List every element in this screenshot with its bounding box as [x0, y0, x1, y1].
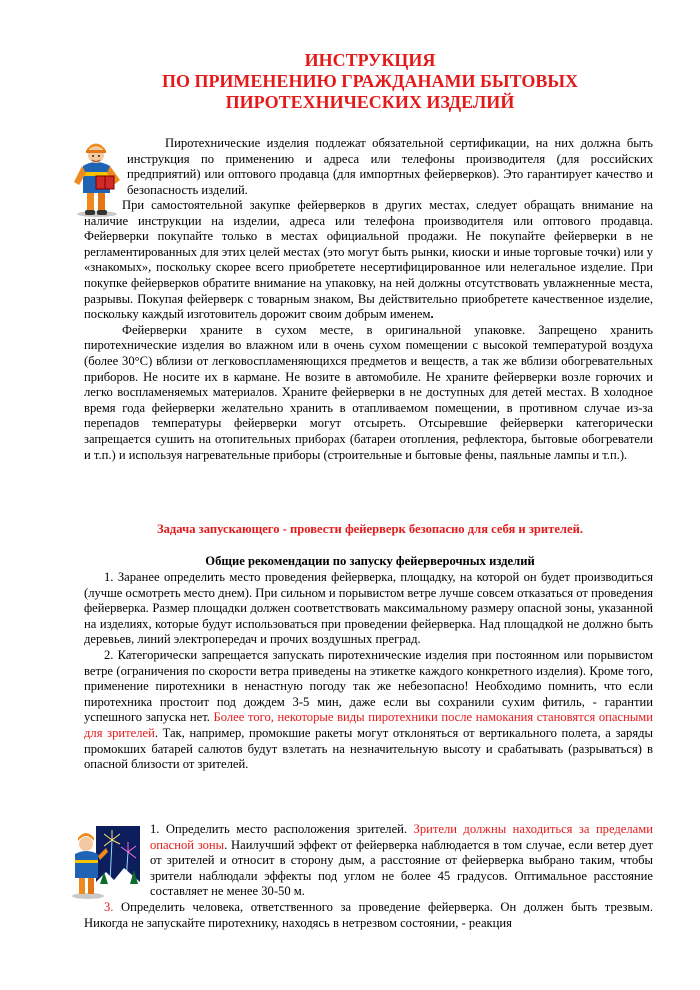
recommendations-list: [84, 570, 653, 773]
recommendation-item-1: 1. Заранее определить место проведения фейерверка, площадку, на которой он будет производиться (лучше осмотреть место днем). При сильном и порывистом ветре лучше совсем отказаться от проведения фейерверка. Размер площадки должен соответствовать максимальному размеру опасной зоны, указанной на изделиях, которые будут использоваться при проведении фейерверка. Над площадкой не должно быть деревьев, линий электропередач и прочих воздушных преград.: [84, 570, 653, 647]
title-line-2: ПО ПРИМЕНЕНИЮ ГРАЖДАНАМИ БЫТОВЫХ: [161, 71, 579, 91]
recommendations-heading: Общие рекомендации по запуску фейерверочных изделий: [205, 554, 535, 568]
intro-body: [84, 198, 653, 463]
goal-statement: Задача запускающего - провести фейерверк безопасно для себя и зрителей.: [156, 522, 583, 536]
recommendation-item-3: 1. Определить место расположения зрителей. Зрители должны находиться за пределами опасной зоны. Наилучший эффект от фейерверка наблюдается в том случае, если ветер дует от зрителей и относит в сторону дым, а расстояние от фейерверка выбрано таким, чтобы зрители наблюдали эффекты под углом не более 45 градусов. Оптимальное расстояние составляет не менее 30-50 м.: [150, 822, 653, 899]
recommendation-item-2: 2. Категорически запрещается запускать пиротехнические изделия при постоянном или порывистом ветре (ограничения по скорости ветра приведены на этикетке каждого конкретного изделия). Кроме того, применение пиротехники в ненастную погоду так же небезопасно! Необходимо помнить, что если пиротехника простоит под дождем 3-5 мин, даже если вы сохранили сухим фитиль, - гарантии успешного запуска нет. Более того, некоторые виды пиротехники после намокания становятся опасными для зрителей. Так, например, промокшие ракеты могут отклоняться от вертикального полета, а заряды промокших батарей салютов будут взлетать на незначительную высоту и срабатывать (разрываться) в опасной близости от зрителей.: [84, 647, 653, 772]
intro-paragraph-1: Пиротехнические изделия подлежат обязательной сертификации, на них должна быть инструкция по применению и адреса или телефоны производителя (для российских предприятий) или оптового продавца (для импортных фейерверков). Это гарантирует качество и безопасность изделий.: [127, 136, 653, 197]
recommendation-item-4: 3. Определить человека, ответственного за проведение фейерверка. Он должен быть трезвым. Никогда не запускайте пиротехнику, находясь в нетрезвом состоянии, - реакция: [84, 900, 653, 930]
item-number-red: 3.: [104, 900, 114, 914]
document-title: [60, 50, 680, 113]
intro-paragraph-2: При самостоятельной закупке фейерверков в других местах, следует обращать внимание на наличие инструкции на изделии, адреса или телефона производителя или оптового продавца. Фейерверки покупайте только в местах официальной продажи. Не покупайте фейерверки в не регламентированных для этих целей местах (это могут быть рынки, киоски и иные торговые точки) или у «знакомых», поскольку скорее всего приобретете несертифицированное или нелегальное изделие. При покупке фейерверков обратите внимание на упаковку, на ней должны отсутствовать увлажненные места, разрывы. Покупая фейерверк с товарным знаком, Вы действительно приобретете качественное изделие, поскольку каждый изготовитель дорожит своим добрым именем.: [84, 198, 653, 322]
title-line-3: ПИРОТЕХНИЧЕСКИХ ИЗДЕЛИЙ: [225, 92, 515, 112]
intro-paragraph-3: Фейерверки храните в сухом месте, в оригинальной упаковке. Запрещено хранить пиротехнические изделия во влажном или в очень сухом помещении с высокой температурой воздуха (более 30°С) вблизи от легковоспламеняющихся предметов и веществ, а так же вблизи обогревательных приборов. Не носите их в кармане. Не возите в автомобиле. Не храните фейерверки возле горючих и легко воспламеняемых материалов. Храните фейерверки в не доступных для детей местах. В холодное время года фейерверки желательно хранить в отапливаемом помещении, в противном случае из-за перепадов температуры фейерверки могут отсыреть. Отсыревшие фейерверки категорически запрещается сушить на отопительных приборах (батареи отопления, рефлектора, бытовые обогреватели и т.п.) и используя нагревательные приборы (строительные и бытовые фены, паяльные лампы и т.п.).: [84, 322, 653, 462]
fireworks-scene-icon: [66, 822, 142, 900]
title-line-1: ИНСТРУКЦИЯ: [304, 50, 436, 70]
